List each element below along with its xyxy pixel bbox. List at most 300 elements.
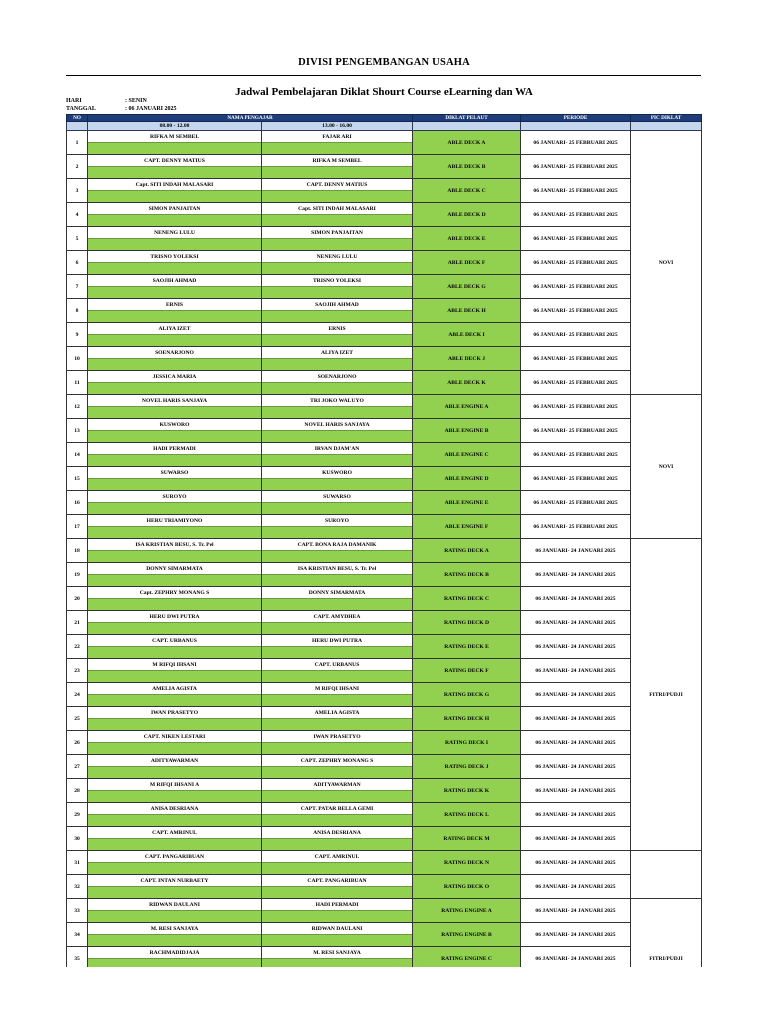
afternoon-fill	[262, 335, 413, 347]
diklat-cell: ABLE DECK G	[413, 275, 521, 299]
instructor-afternoon: AMELIA AGISTA	[262, 707, 413, 719]
table-row	[67, 803, 702, 815]
instructor-morning: HADI PERMADI	[88, 443, 262, 455]
instructor-afternoon: TRISNO YOLEKSI	[262, 275, 413, 287]
row-number: 7	[67, 275, 88, 299]
table-row	[67, 515, 702, 527]
instructor-afternoon: CAPT. DENNY MATIUS	[262, 179, 413, 191]
row-number: 19	[67, 563, 88, 587]
instructor-morning: CAPT. INTAN NURBAETY	[88, 875, 262, 887]
morning-fill	[88, 503, 262, 515]
afternoon-fill	[262, 791, 413, 803]
instructor-afternoon: SAOJIH AHMAD	[262, 299, 413, 311]
morning-fill	[88, 551, 262, 563]
table-row	[67, 275, 702, 287]
periode-cell: 06 JANUARI- 24 JANUARI 2025	[521, 875, 631, 899]
table-row	[67, 587, 702, 599]
instructor-morning: SOENARJONO	[88, 347, 262, 359]
table-row	[67, 635, 702, 647]
afternoon-fill	[262, 383, 413, 395]
table-row	[67, 347, 702, 359]
row-number: 24	[67, 683, 88, 707]
afternoon-fill	[262, 911, 413, 923]
morning-fill	[88, 287, 262, 299]
diklat-cell: RATING ENGINE C	[413, 947, 521, 971]
afternoon-fill	[262, 287, 413, 299]
afternoon-fill	[262, 575, 413, 587]
diklat-cell: RATING DECK N	[413, 851, 521, 875]
row-number: 29	[67, 803, 88, 827]
morning-fill	[88, 887, 262, 899]
instructor-morning: M RIFQI IHSANI A	[88, 779, 262, 791]
instructor-morning: ANISA DESRIANA	[88, 803, 262, 815]
table-row	[67, 779, 702, 791]
diklat-cell: RATING DECK E	[413, 635, 521, 659]
instructor-morning: M. RESI SANJAYA	[88, 923, 262, 935]
afternoon-fill	[262, 359, 413, 371]
diklat-cell: RATING ENGINE B	[413, 923, 521, 947]
instructor-afternoon: CAPT. PATAR BELLA GEMI	[262, 803, 413, 815]
row-number: 32	[67, 875, 88, 899]
afternoon-fill	[262, 623, 413, 635]
table-row	[67, 947, 702, 959]
table-row	[67, 851, 702, 863]
periode-cell: 06 JANUARI- 24 JANUARI 2025	[521, 563, 631, 587]
instructor-morning: CAPT. AMRINUL	[88, 827, 262, 839]
afternoon-fill	[262, 935, 413, 947]
periode-cell: 06 JANUARI- 25 FEBRUARI 2025	[521, 323, 631, 347]
instructor-afternoon: M. RESI SANJAYA	[262, 947, 413, 959]
instructor-afternoon: DONNY SIMARMATA	[262, 587, 413, 599]
instructor-afternoon: CAPT. BONA RAJA DAMANIK	[262, 539, 413, 551]
morning-fill	[88, 695, 262, 707]
instructor-morning: SUWARSO	[88, 467, 262, 479]
row-number: 1	[67, 131, 88, 155]
instructor-morning: RIFKA M SEMBEL	[88, 131, 262, 143]
afternoon-fill	[262, 263, 413, 275]
afternoon-fill	[262, 503, 413, 515]
periode-cell: 06 JANUARI- 24 JANUARI 2025	[521, 683, 631, 707]
periode-cell: 06 JANUARI- 24 JANUARI 2025	[521, 851, 631, 875]
periode-cell: 06 JANUARI- 24 JANUARI 2025	[521, 635, 631, 659]
afternoon-fill	[262, 695, 413, 707]
row-number: 5	[67, 227, 88, 251]
col-header-pic: PIC DIKLAT	[631, 115, 702, 122]
diklat-cell: ABLE ENGINE D	[413, 467, 521, 491]
morning-fill	[88, 767, 262, 779]
afternoon-fill	[262, 671, 413, 683]
diklat-cell: ABLE ENGINE C	[413, 443, 521, 467]
tanggal-value: : 06 JANUARI 2025	[125, 106, 177, 112]
afternoon-fill	[262, 719, 413, 731]
shift-afternoon: 13.00 - 16.00	[262, 122, 413, 131]
morning-fill	[88, 407, 262, 419]
morning-fill	[88, 743, 262, 755]
instructor-afternoon: RIDWAN DAULANI	[262, 923, 413, 935]
table-row	[67, 611, 702, 623]
row-number: 27	[67, 755, 88, 779]
afternoon-fill	[262, 527, 413, 539]
afternoon-fill	[262, 743, 413, 755]
diklat-cell: RATING DECK L	[413, 803, 521, 827]
instructor-morning: NENENG LULU	[88, 227, 262, 239]
morning-fill	[88, 527, 262, 539]
hari-value: : SENIN	[125, 98, 147, 104]
morning-fill	[88, 191, 262, 203]
diklat-cell: ABLE DECK E	[413, 227, 521, 251]
row-number: 13	[67, 419, 88, 443]
periode-cell: 06 JANUARI- 25 FEBRUARI 2025	[521, 347, 631, 371]
header-divider	[66, 75, 701, 76]
instructor-afternoon: TRI JOKO WALUYO	[262, 395, 413, 407]
afternoon-fill	[262, 311, 413, 323]
diklat-cell: RATING DECK J	[413, 755, 521, 779]
periode-cell: 06 JANUARI- 25 FEBRUARI 2025	[521, 491, 631, 515]
afternoon-fill	[262, 647, 413, 659]
instructor-afternoon: SOENARJONO	[262, 371, 413, 383]
instructor-afternoon: HADI PERMADI	[262, 899, 413, 911]
morning-fill	[88, 431, 262, 443]
table-row	[67, 707, 702, 719]
table-row	[67, 683, 702, 695]
morning-fill	[88, 383, 262, 395]
instructor-morning: SUROYO	[88, 491, 262, 503]
instructor-morning: SAOJIH AHMAD	[88, 275, 262, 287]
instructor-morning: CAPT. NIKEN LESTARI	[88, 731, 262, 743]
shift-blank	[413, 122, 521, 131]
periode-cell: 06 JANUARI- 24 JANUARI 2025	[521, 707, 631, 731]
shift-blank	[67, 122, 88, 131]
periode-cell: 06 JANUARI- 24 JANUARI 2025	[521, 779, 631, 803]
instructor-afternoon: RIFKA M SEMBEL	[262, 155, 413, 167]
pic-cell: FITRI/PUDJI	[631, 539, 702, 851]
row-number: 6	[67, 251, 88, 275]
instructor-morning: ADITYAWARMAN	[88, 755, 262, 767]
row-number: 14	[67, 443, 88, 467]
table-row	[67, 731, 702, 743]
table-row	[67, 827, 702, 839]
morning-fill	[88, 455, 262, 467]
morning-fill	[88, 263, 262, 275]
diklat-cell: ABLE ENGINE A	[413, 395, 521, 419]
pic-cell: FITRI/PUDJI	[631, 899, 702, 1019]
instructor-morning: IWAN PRASETYO	[88, 707, 262, 719]
table-row	[67, 875, 702, 887]
instructor-morning: M RIFQI IHSANI	[88, 659, 262, 671]
instructor-morning: CAPT. URBANUS	[88, 635, 262, 647]
diklat-cell: ABLE ENGINE E	[413, 491, 521, 515]
instructor-afternoon: ERNIS	[262, 323, 413, 335]
instructor-morning: ISA KRISTIAN BESU, S. Tr. Pel	[88, 539, 262, 551]
instructor-morning: JESSICA MARIA	[88, 371, 262, 383]
periode-cell: 06 JANUARI- 24 JANUARI 2025	[521, 899, 631, 923]
table-row	[67, 491, 702, 503]
shift-row	[67, 122, 702, 131]
instructor-morning: AMELIA AGISTA	[88, 683, 262, 695]
morning-fill	[88, 599, 262, 611]
diklat-cell: ABLE DECK H	[413, 299, 521, 323]
afternoon-fill	[262, 431, 413, 443]
diklat-cell: ABLE DECK F	[413, 251, 521, 275]
row-number: 9	[67, 323, 88, 347]
diklat-cell: RATING DECK F	[413, 659, 521, 683]
morning-fill	[88, 335, 262, 347]
pic-cell: NOVI	[631, 395, 702, 539]
row-number: 30	[67, 827, 88, 851]
row-number: 8	[67, 299, 88, 323]
instructor-afternoon: SUWARSO	[262, 491, 413, 503]
afternoon-fill	[262, 479, 413, 491]
shift-blank	[631, 122, 702, 131]
periode-cell: 06 JANUARI- 25 FEBRUARI 2025	[521, 443, 631, 467]
division-heading: DIVISI PENGEMBANGAN USAHA	[298, 57, 470, 68]
afternoon-fill	[262, 551, 413, 563]
morning-fill	[88, 479, 262, 491]
table-row	[67, 443, 702, 455]
col-header-diklat: DIKLAT PELAUT	[413, 115, 521, 122]
row-number: 11	[67, 371, 88, 395]
morning-fill	[88, 815, 262, 827]
table-row	[67, 251, 702, 263]
col-header-periode: PERIODE	[521, 115, 631, 122]
periode-cell: 06 JANUARI- 25 FEBRUARI 2025	[521, 419, 631, 443]
table-row	[67, 923, 702, 935]
row-number: 22	[67, 635, 88, 659]
page-bottom-margin	[0, 967, 768, 1024]
afternoon-fill	[262, 167, 413, 179]
row-number: 23	[67, 659, 88, 683]
morning-fill	[88, 575, 262, 587]
morning-fill	[88, 167, 262, 179]
table-row	[67, 299, 702, 311]
instructor-afternoon: SUROYO	[262, 515, 413, 527]
morning-fill	[88, 623, 262, 635]
diklat-cell: ABLE DECK D	[413, 203, 521, 227]
table-row	[67, 371, 702, 383]
diklat-cell: ABLE ENGINE B	[413, 419, 521, 443]
table-row	[67, 179, 702, 191]
instructor-morning: CAPT. PANGARIBUAN	[88, 851, 262, 863]
instructor-afternoon: ALIYA IZET	[262, 347, 413, 359]
instructor-afternoon: CAPT. AMYDHEA	[262, 611, 413, 623]
periode-cell: 06 JANUARI- 25 FEBRUARI 2025	[521, 395, 631, 419]
morning-fill	[88, 935, 262, 947]
periode-cell: 06 JANUARI- 25 FEBRUARI 2025	[521, 131, 631, 155]
col-header-no: NO	[67, 115, 88, 122]
instructor-afternoon: ANISA DESRIANA	[262, 827, 413, 839]
table-header-row	[67, 115, 702, 122]
row-number: 16	[67, 491, 88, 515]
diklat-cell: RATING DECK K	[413, 779, 521, 803]
instructor-morning: Capt. SITI INDAH MALASARI	[88, 179, 262, 191]
morning-fill	[88, 239, 262, 251]
morning-fill	[88, 791, 262, 803]
row-number: 18	[67, 539, 88, 563]
afternoon-fill	[262, 215, 413, 227]
instructor-afternoon: ISA KRISTIAN BESU, S. Tr. Pel	[262, 563, 413, 575]
instructor-morning: SIMON PANJAITAN	[88, 203, 262, 215]
afternoon-fill	[262, 407, 413, 419]
afternoon-fill	[262, 887, 413, 899]
periode-cell: 06 JANUARI- 25 FEBRUARI 2025	[521, 299, 631, 323]
diklat-cell: RATING DECK G	[413, 683, 521, 707]
row-number: 31	[67, 851, 88, 875]
instructor-morning: NOVEL HARIS SANJAYA	[88, 395, 262, 407]
periode-cell: 06 JANUARI- 24 JANUARI 2025	[521, 947, 631, 971]
afternoon-fill	[262, 455, 413, 467]
instructor-afternoon: NENENG LULU	[262, 251, 413, 263]
table-row	[67, 899, 702, 911]
periode-cell: 06 JANUARI- 25 FEBRUARI 2025	[521, 203, 631, 227]
instructor-afternoon: CAPT. AMRINUL	[262, 851, 413, 863]
diklat-cell: RATING DECK D	[413, 611, 521, 635]
periode-cell: 06 JANUARI- 24 JANUARI 2025	[521, 827, 631, 851]
instructor-afternoon: SIMON PANJAITAN	[262, 227, 413, 239]
afternoon-fill	[262, 815, 413, 827]
row-number: 26	[67, 731, 88, 755]
morning-fill	[88, 647, 262, 659]
hari-label: HARI	[66, 98, 82, 104]
table-row	[67, 323, 702, 335]
morning-fill	[88, 671, 262, 683]
periode-cell: 06 JANUARI- 25 FEBRUARI 2025	[521, 515, 631, 539]
table-row	[67, 467, 702, 479]
periode-cell: 06 JANUARI- 24 JANUARI 2025	[521, 611, 631, 635]
morning-fill	[88, 911, 262, 923]
instructor-morning: ERNIS	[88, 299, 262, 311]
table-row	[67, 755, 702, 767]
row-number: 2	[67, 155, 88, 179]
instructor-morning: DONNY SIMARMATA	[88, 563, 262, 575]
afternoon-fill	[262, 599, 413, 611]
morning-fill	[88, 215, 262, 227]
periode-cell: 06 JANUARI- 24 JANUARI 2025	[521, 587, 631, 611]
table-row	[67, 131, 702, 143]
table-row	[67, 203, 702, 215]
table-row	[67, 155, 702, 167]
periode-cell: 06 JANUARI- 24 JANUARI 2025	[521, 755, 631, 779]
periode-cell: 06 JANUARI- 25 FEBRUARI 2025	[521, 179, 631, 203]
periode-cell: 06 JANUARI- 25 FEBRUARI 2025	[521, 155, 631, 179]
diklat-cell: ABLE DECK K	[413, 371, 521, 395]
instructor-afternoon: Capt. SITI INDAH MALASARI	[262, 203, 413, 215]
table-row	[67, 539, 702, 551]
diklat-cell: RATING DECK O	[413, 875, 521, 899]
diklat-cell: ABLE DECK A	[413, 131, 521, 155]
pic-cell: NOVI	[631, 131, 702, 395]
afternoon-fill	[262, 191, 413, 203]
periode-cell: 06 JANUARI- 25 FEBRUARI 2025	[521, 467, 631, 491]
instructor-morning: HERU TRIAMIYONO	[88, 515, 262, 527]
instructor-afternoon: CAPT. ZEPHRY MONANG S	[262, 755, 413, 767]
schedule-title: Jadwal Pembelajaran Diklat Shourt Course eLearning dan WA	[235, 86, 533, 98]
afternoon-fill	[262, 839, 413, 851]
diklat-cell: RATING DECK A	[413, 539, 521, 563]
row-number: 34	[67, 923, 88, 947]
periode-cell: 06 JANUARI- 25 FEBRUARI 2025	[521, 251, 631, 275]
row-number: 35	[67, 947, 88, 971]
instructor-morning: CAPT. DENNY MATIUS	[88, 155, 262, 167]
periode-cell: 06 JANUARI- 24 JANUARI 2025	[521, 803, 631, 827]
diklat-cell: ABLE DECK I	[413, 323, 521, 347]
morning-fill	[88, 719, 262, 731]
afternoon-fill	[262, 143, 413, 155]
row-number: 28	[67, 779, 88, 803]
row-number: 25	[67, 707, 88, 731]
morning-fill	[88, 143, 262, 155]
instructor-morning: KUSWORO	[88, 419, 262, 431]
morning-fill	[88, 839, 262, 851]
row-number: 12	[67, 395, 88, 419]
diklat-cell: ABLE DECK C	[413, 179, 521, 203]
diklat-cell: RATING ENGINE A	[413, 899, 521, 923]
diklat-cell: ABLE DECK J	[413, 347, 521, 371]
instructor-afternoon: NOVEL HARIS SANJAYA	[262, 419, 413, 431]
instructor-afternoon: FAJAR ARI	[262, 131, 413, 143]
row-number: 10	[67, 347, 88, 371]
morning-fill	[88, 863, 262, 875]
afternoon-fill	[262, 863, 413, 875]
instructor-morning: ALIYA IZET	[88, 323, 262, 335]
row-number: 15	[67, 467, 88, 491]
shift-blank	[521, 122, 631, 131]
instructor-morning: RACHMADIDJAJA	[88, 947, 262, 959]
row-number: 21	[67, 611, 88, 635]
instructor-afternoon: KUSWORO	[262, 467, 413, 479]
row-number: 33	[67, 899, 88, 923]
pic-cell	[631, 851, 702, 899]
morning-fill	[88, 311, 262, 323]
periode-cell: 06 JANUARI- 25 FEBRUARI 2025	[521, 275, 631, 299]
diklat-cell: ABLE ENGINE F	[413, 515, 521, 539]
instructor-afternoon: CAPT. PANGARIBUAN	[262, 875, 413, 887]
diklat-cell: RATING DECK C	[413, 587, 521, 611]
periode-cell: 06 JANUARI- 24 JANUARI 2025	[521, 659, 631, 683]
diklat-cell: RATING DECK M	[413, 827, 521, 851]
table-row	[67, 419, 702, 431]
afternoon-fill	[262, 767, 413, 779]
periode-cell: 06 JANUARI- 25 FEBRUARI 2025	[521, 227, 631, 251]
row-number: 4	[67, 203, 88, 227]
table-row	[67, 659, 702, 671]
table-row	[67, 563, 702, 575]
schedule-body	[67, 131, 702, 1019]
row-number: 20	[67, 587, 88, 611]
instructor-afternoon: CAPT. URBANUS	[262, 659, 413, 671]
shift-morning: 08.00 - 12.00	[88, 122, 262, 131]
row-number: 3	[67, 179, 88, 203]
morning-fill	[88, 359, 262, 371]
instructor-afternoon: ADITYAWARMAN	[262, 779, 413, 791]
periode-cell: 06 JANUARI- 24 JANUARI 2025	[521, 731, 631, 755]
periode-cell: 06 JANUARI- 24 JANUARI 2025	[521, 923, 631, 947]
instructor-morning: TRISNO YOLEKSI	[88, 251, 262, 263]
instructor-afternoon: IRVAN DJAM'AN	[262, 443, 413, 455]
afternoon-fill	[262, 239, 413, 251]
instructor-morning: Capt. ZEPHRY MONANG S	[88, 587, 262, 599]
schedule-table	[66, 114, 702, 1019]
diklat-cell: RATING DECK B	[413, 563, 521, 587]
instructor-morning: HERU DWI PUTRA	[88, 611, 262, 623]
instructor-morning: RIDWAN DAULANI	[88, 899, 262, 911]
diklat-cell: RATING DECK H	[413, 707, 521, 731]
periode-cell: 06 JANUARI- 25 FEBRUARI 2025	[521, 371, 631, 395]
row-number: 17	[67, 515, 88, 539]
instructor-afternoon: IWAN PRASETYO	[262, 731, 413, 743]
instructor-afternoon: M RIFQI IHSANI	[262, 683, 413, 695]
table-row	[67, 395, 702, 407]
col-header-nama-pengajar: NAMA PENGAJAR	[88, 115, 413, 122]
